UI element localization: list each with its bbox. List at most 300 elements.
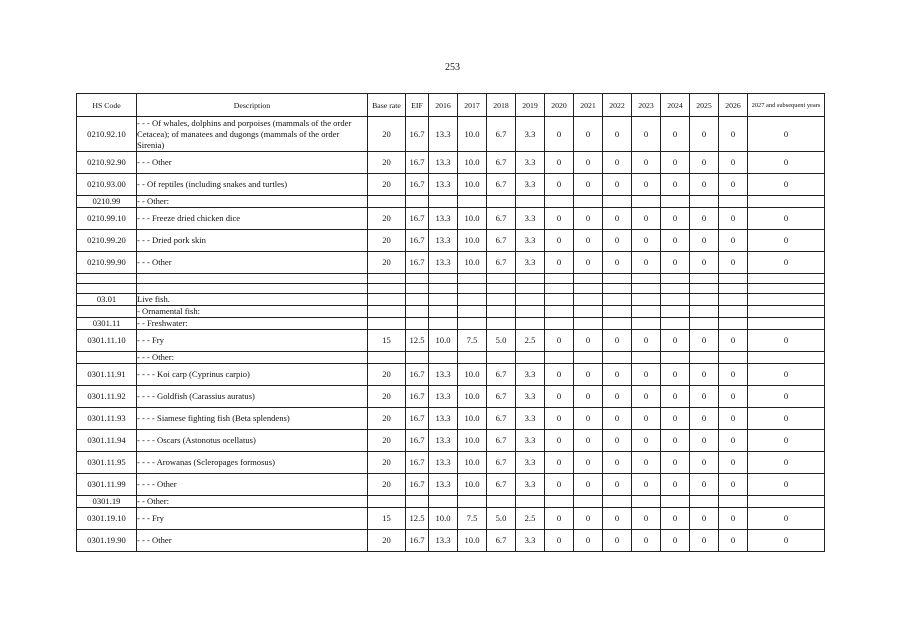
rate-cell	[516, 294, 545, 306]
rate-cell: 0	[690, 152, 719, 174]
rate-cell: 3.3	[516, 230, 545, 252]
rate-cell	[545, 306, 574, 318]
rate-cell: 13.3	[429, 364, 458, 386]
rate-cell: 16.7	[406, 364, 429, 386]
rate-cell: 0	[690, 208, 719, 230]
rate-cell	[603, 352, 632, 364]
rate-cell: 12.5	[406, 508, 429, 530]
description-cell: - - - Other:	[137, 352, 368, 364]
table-row	[77, 364, 825, 386]
rate-cell	[545, 496, 574, 508]
rate-cell	[368, 318, 406, 330]
rate-cell	[574, 294, 603, 306]
rate-cell	[429, 352, 458, 364]
rate-cell: 0	[690, 408, 719, 430]
rate-cell: 0	[661, 508, 690, 530]
rate-cell: 0	[632, 152, 661, 174]
rate-cell: 10.0	[458, 117, 487, 152]
rate-cell: 12.5	[406, 330, 429, 352]
rate-cell: 0	[603, 330, 632, 352]
table-row	[77, 117, 825, 152]
rate-cell	[406, 318, 429, 330]
hs-code-cell	[77, 352, 137, 364]
rate-cell	[516, 352, 545, 364]
rate-cell	[516, 306, 545, 318]
rate-cell: 10.0	[458, 364, 487, 386]
description-cell: - - Other:	[137, 196, 368, 208]
rate-cell: 10.0	[429, 330, 458, 352]
header-2027-and-subsequent: 2027 and subsequent years	[748, 94, 825, 117]
header-2019: 2019	[516, 94, 545, 117]
rate-cell: 0	[574, 474, 603, 496]
table-row	[77, 284, 825, 294]
rate-cell: 0	[748, 174, 825, 196]
rate-cell: 3.3	[516, 252, 545, 274]
rate-cell: 0	[603, 152, 632, 174]
table-row	[77, 452, 825, 474]
rate-cell: 10.0	[458, 230, 487, 252]
hs-code-cell: 0210.99.20	[77, 230, 137, 252]
rate-cell: 0	[632, 252, 661, 274]
rate-cell: 0	[661, 386, 690, 408]
rate-cell: 13.3	[429, 208, 458, 230]
rate-cell	[603, 274, 632, 284]
header-2022: 2022	[603, 94, 632, 117]
rate-cell	[487, 496, 516, 508]
rate-cell: 0	[545, 530, 574, 552]
rate-cell	[632, 274, 661, 284]
description-cell: - - - Dried pork skin	[137, 230, 368, 252]
rate-cell: 20	[368, 430, 406, 452]
rate-cell: 0	[690, 117, 719, 152]
rate-cell	[690, 352, 719, 364]
rate-cell: 0	[574, 452, 603, 474]
rate-cell: 10.0	[458, 530, 487, 552]
rate-cell: 0	[632, 530, 661, 552]
header-2018: 2018	[487, 94, 516, 117]
table-row	[77, 386, 825, 408]
description-cell: - - - Other	[137, 152, 368, 174]
rate-cell: 3.3	[516, 452, 545, 474]
description-cell: - - - - Arowanas (Scleropages formosus)	[137, 452, 368, 474]
rate-cell: 0	[574, 430, 603, 452]
rate-cell: 0	[748, 230, 825, 252]
rate-cell: 6.7	[487, 408, 516, 430]
rate-cell: 0	[719, 364, 748, 386]
rate-cell: 0	[603, 364, 632, 386]
rate-cell: 0	[690, 330, 719, 352]
hs-code-cell: 0210.99.90	[77, 252, 137, 274]
rate-cell: 20	[368, 117, 406, 152]
rate-cell: 16.7	[406, 452, 429, 474]
rate-cell	[748, 196, 825, 208]
rate-cell: 6.7	[487, 252, 516, 274]
rate-cell: 0	[574, 408, 603, 430]
rate-cell: 0	[603, 174, 632, 196]
rate-cell: 6.7	[487, 364, 516, 386]
rate-cell: 20	[368, 152, 406, 174]
description-cell: - - Other:	[137, 496, 368, 508]
hs-code-cell: 0210.99	[77, 196, 137, 208]
rate-cell	[661, 306, 690, 318]
rate-cell	[690, 306, 719, 318]
rate-cell: 3.3	[516, 152, 545, 174]
rate-cell	[458, 318, 487, 330]
rate-cell: 13.3	[429, 152, 458, 174]
rate-cell: 0	[574, 508, 603, 530]
header-2023: 2023	[632, 94, 661, 117]
table-row	[77, 208, 825, 230]
table-row	[77, 318, 825, 330]
rate-cell: 0	[545, 174, 574, 196]
rate-cell	[487, 196, 516, 208]
rate-cell: 0	[661, 152, 690, 174]
rate-cell: 0	[603, 430, 632, 452]
rate-cell: 0	[574, 530, 603, 552]
rate-cell: 16.7	[406, 208, 429, 230]
description-cell: - - - - Siamese fighting fish (Beta splendens)	[137, 408, 368, 430]
hs-code-cell	[77, 306, 137, 318]
rate-cell	[368, 294, 406, 306]
rate-cell: 0	[603, 230, 632, 252]
rate-cell	[429, 284, 458, 294]
rate-cell	[719, 196, 748, 208]
rate-cell: 6.7	[487, 230, 516, 252]
rate-cell: 0	[690, 452, 719, 474]
rate-cell: 0	[545, 117, 574, 152]
rate-cell: 0	[719, 174, 748, 196]
rate-cell: 0	[545, 364, 574, 386]
hs-code-cell: 03.01	[77, 294, 137, 306]
description-cell	[137, 284, 368, 294]
hs-code-cell: 0301.11.95	[77, 452, 137, 474]
rate-cell: 0	[690, 364, 719, 386]
rate-cell	[661, 318, 690, 330]
rate-cell: 0	[690, 508, 719, 530]
hs-code-cell	[77, 284, 137, 294]
rate-cell: 6.7	[487, 208, 516, 230]
rate-cell: 0	[574, 152, 603, 174]
rate-cell: 0	[661, 208, 690, 230]
table-row	[77, 306, 825, 318]
rate-cell	[487, 352, 516, 364]
rate-cell: 0	[574, 174, 603, 196]
rate-cell	[458, 274, 487, 284]
rate-cell	[458, 496, 487, 508]
rate-cell	[368, 274, 406, 284]
rate-cell: 0	[574, 117, 603, 152]
rate-cell: 0	[719, 386, 748, 408]
rate-cell: 0	[719, 252, 748, 274]
header-2025: 2025	[690, 94, 719, 117]
rate-cell	[574, 306, 603, 318]
rate-cell: 5.0	[487, 330, 516, 352]
rate-cell	[690, 284, 719, 294]
hs-code-cell: 0210.92.10	[77, 117, 137, 152]
rate-cell: 6.7	[487, 474, 516, 496]
rate-cell	[458, 284, 487, 294]
description-cell: - - - - Other	[137, 474, 368, 496]
rate-cell: 0	[545, 408, 574, 430]
rate-cell: 0	[574, 230, 603, 252]
rate-cell	[545, 284, 574, 294]
rate-cell: 16.7	[406, 230, 429, 252]
rate-cell: 0	[748, 364, 825, 386]
rate-cell: 0	[719, 530, 748, 552]
rate-cell: 0	[748, 508, 825, 530]
rate-cell	[661, 284, 690, 294]
rate-cell: 7.5	[458, 330, 487, 352]
rate-cell: 0	[574, 208, 603, 230]
rate-cell: 0	[545, 430, 574, 452]
rate-cell: 10.0	[458, 430, 487, 452]
rate-cell: 10.0	[458, 174, 487, 196]
description-cell: - - Freshwater:	[137, 318, 368, 330]
rate-cell	[661, 496, 690, 508]
rate-cell	[516, 196, 545, 208]
rate-cell	[661, 294, 690, 306]
rate-cell	[545, 196, 574, 208]
rate-cell	[719, 294, 748, 306]
header-description: Description	[137, 94, 368, 117]
rate-cell	[429, 274, 458, 284]
rate-cell: 0	[719, 408, 748, 430]
hs-code-cell: 0210.92.90	[77, 152, 137, 174]
rate-cell: 0	[603, 408, 632, 430]
rate-cell: 0	[574, 364, 603, 386]
table-row	[77, 274, 825, 284]
header-2020: 2020	[545, 94, 574, 117]
rate-cell: 0	[632, 117, 661, 152]
rate-cell	[516, 274, 545, 284]
rate-cell	[719, 306, 748, 318]
description-cell	[137, 274, 368, 284]
rate-cell: 20	[368, 364, 406, 386]
rate-cell: 5.0	[487, 508, 516, 530]
rate-cell: 20	[368, 452, 406, 474]
rate-cell: 0	[545, 208, 574, 230]
rate-cell: 16.7	[406, 174, 429, 196]
rate-cell	[690, 274, 719, 284]
table-row	[77, 252, 825, 274]
description-cell: - - - Fry	[137, 508, 368, 530]
rate-cell: 16.7	[406, 408, 429, 430]
rate-cell: 0	[632, 208, 661, 230]
hs-code-cell: 0301.11.99	[77, 474, 137, 496]
rate-cell: 6.7	[487, 152, 516, 174]
rate-cell: 0	[748, 408, 825, 430]
rate-cell: 13.3	[429, 117, 458, 152]
rate-cell: 0	[632, 430, 661, 452]
rate-cell	[632, 496, 661, 508]
rate-cell: 0	[661, 252, 690, 274]
rate-cell: 0	[748, 474, 825, 496]
rate-cell	[545, 318, 574, 330]
rate-cell	[429, 496, 458, 508]
rate-cell: 10.0	[458, 386, 487, 408]
rate-cell: 20	[368, 530, 406, 552]
rate-cell: 13.3	[429, 252, 458, 274]
rate-cell: 3.3	[516, 474, 545, 496]
table-row	[77, 508, 825, 530]
rate-cell: 10.0	[458, 452, 487, 474]
rate-cell	[368, 352, 406, 364]
tariff-schedule-table	[76, 93, 825, 552]
rate-cell	[406, 284, 429, 294]
description-cell: - Ornamental fish:	[137, 306, 368, 318]
table-row	[77, 294, 825, 306]
table-row	[77, 152, 825, 174]
rate-cell: 0	[748, 208, 825, 230]
rate-cell: 0	[719, 208, 748, 230]
rate-cell: 6.7	[487, 386, 516, 408]
rate-cell	[603, 294, 632, 306]
rate-cell: 20	[368, 408, 406, 430]
rate-cell: 13.3	[429, 230, 458, 252]
rate-cell	[429, 306, 458, 318]
rate-cell: 0	[603, 208, 632, 230]
rate-cell: 6.7	[487, 174, 516, 196]
table-row	[77, 474, 825, 496]
rate-cell: 3.3	[516, 208, 545, 230]
rate-cell	[429, 196, 458, 208]
rate-cell: 0	[690, 230, 719, 252]
rate-cell	[748, 352, 825, 364]
table-row	[77, 174, 825, 196]
rate-cell	[719, 496, 748, 508]
rate-cell	[603, 318, 632, 330]
rate-cell: 0	[748, 386, 825, 408]
rate-cell: 0	[545, 252, 574, 274]
rate-cell: 0	[661, 330, 690, 352]
hs-code-cell: 0210.99.10	[77, 208, 137, 230]
rate-cell: 13.3	[429, 430, 458, 452]
rate-cell	[516, 284, 545, 294]
rate-cell	[516, 318, 545, 330]
header-2024: 2024	[661, 94, 690, 117]
hs-code-cell: 0301.11	[77, 318, 137, 330]
rate-cell: 0	[545, 230, 574, 252]
table-row	[77, 408, 825, 430]
description-cell: - - - - Goldfish (Carassius auratus)	[137, 386, 368, 408]
rate-cell	[545, 274, 574, 284]
rate-cell	[406, 274, 429, 284]
rate-cell	[748, 284, 825, 294]
rate-cell	[632, 318, 661, 330]
rate-cell: 0	[603, 386, 632, 408]
rate-cell	[690, 496, 719, 508]
rate-cell	[406, 352, 429, 364]
rate-cell: 16.7	[406, 252, 429, 274]
hs-code-cell	[77, 274, 137, 284]
rate-cell: 0	[748, 530, 825, 552]
rate-cell	[748, 318, 825, 330]
rate-cell: 10.0	[458, 208, 487, 230]
rate-cell: 0	[632, 474, 661, 496]
rate-cell	[632, 352, 661, 364]
description-cell: - - - Fry	[137, 330, 368, 352]
rate-cell: 20	[368, 208, 406, 230]
rate-cell: 0	[748, 430, 825, 452]
rate-cell: 0	[632, 230, 661, 252]
rate-cell	[406, 294, 429, 306]
rate-cell	[458, 352, 487, 364]
rate-cell: 0	[603, 508, 632, 530]
rate-cell: 0	[603, 252, 632, 274]
rate-cell: 0	[719, 452, 748, 474]
rate-cell	[368, 496, 406, 508]
rate-cell: 3.3	[516, 386, 545, 408]
rate-cell: 0	[719, 430, 748, 452]
rate-cell: 0	[661, 474, 690, 496]
hs-code-cell: 0210.93.00	[77, 174, 137, 196]
rate-cell	[603, 196, 632, 208]
rate-cell: 6.7	[487, 452, 516, 474]
rate-cell: 0	[574, 252, 603, 274]
rate-cell: 0	[719, 474, 748, 496]
rate-cell: 0	[719, 152, 748, 174]
rate-cell: 0	[748, 452, 825, 474]
rate-cell	[574, 318, 603, 330]
description-cell: - - Of reptiles (including snakes and turtles)	[137, 174, 368, 196]
table-row	[77, 330, 825, 352]
rate-cell: 13.3	[429, 474, 458, 496]
table-row	[77, 230, 825, 252]
rate-cell: 0	[545, 474, 574, 496]
rate-cell	[574, 196, 603, 208]
rate-cell	[487, 284, 516, 294]
rate-cell: 0	[632, 364, 661, 386]
rate-cell: 0	[690, 174, 719, 196]
rate-cell: 20	[368, 230, 406, 252]
rate-cell	[368, 196, 406, 208]
rate-cell: 0	[632, 330, 661, 352]
rate-cell	[487, 274, 516, 284]
description-cell: - - - - Oscars (Astonotus ocellatus)	[137, 430, 368, 452]
rate-cell: 10.0	[429, 508, 458, 530]
rate-cell: 7.5	[458, 508, 487, 530]
rate-cell	[748, 294, 825, 306]
hs-code-cell: 0301.19.90	[77, 530, 137, 552]
rate-cell: 0	[748, 117, 825, 152]
rate-cell	[748, 274, 825, 284]
rate-cell	[368, 284, 406, 294]
rate-cell	[661, 274, 690, 284]
description-cell: - - - Freeze dried chicken dice	[137, 208, 368, 230]
rate-cell: 0	[545, 508, 574, 530]
rate-cell	[574, 274, 603, 284]
rate-cell	[748, 306, 825, 318]
rate-cell	[719, 284, 748, 294]
rate-cell	[406, 496, 429, 508]
rate-cell	[458, 196, 487, 208]
rate-cell: 13.3	[429, 452, 458, 474]
rate-cell: 0	[748, 252, 825, 274]
rate-cell: 20	[368, 252, 406, 274]
rate-cell	[458, 294, 487, 306]
rate-cell: 10.0	[458, 152, 487, 174]
rate-cell	[690, 294, 719, 306]
rate-cell: 0	[748, 152, 825, 174]
rate-cell: 6.7	[487, 430, 516, 452]
rate-cell: 0	[719, 508, 748, 530]
header-row	[77, 94, 825, 117]
table-row	[77, 496, 825, 508]
rate-cell: 0	[545, 452, 574, 474]
rate-cell: 0	[661, 230, 690, 252]
rate-cell: 10.0	[458, 474, 487, 496]
rate-cell: 0	[632, 386, 661, 408]
